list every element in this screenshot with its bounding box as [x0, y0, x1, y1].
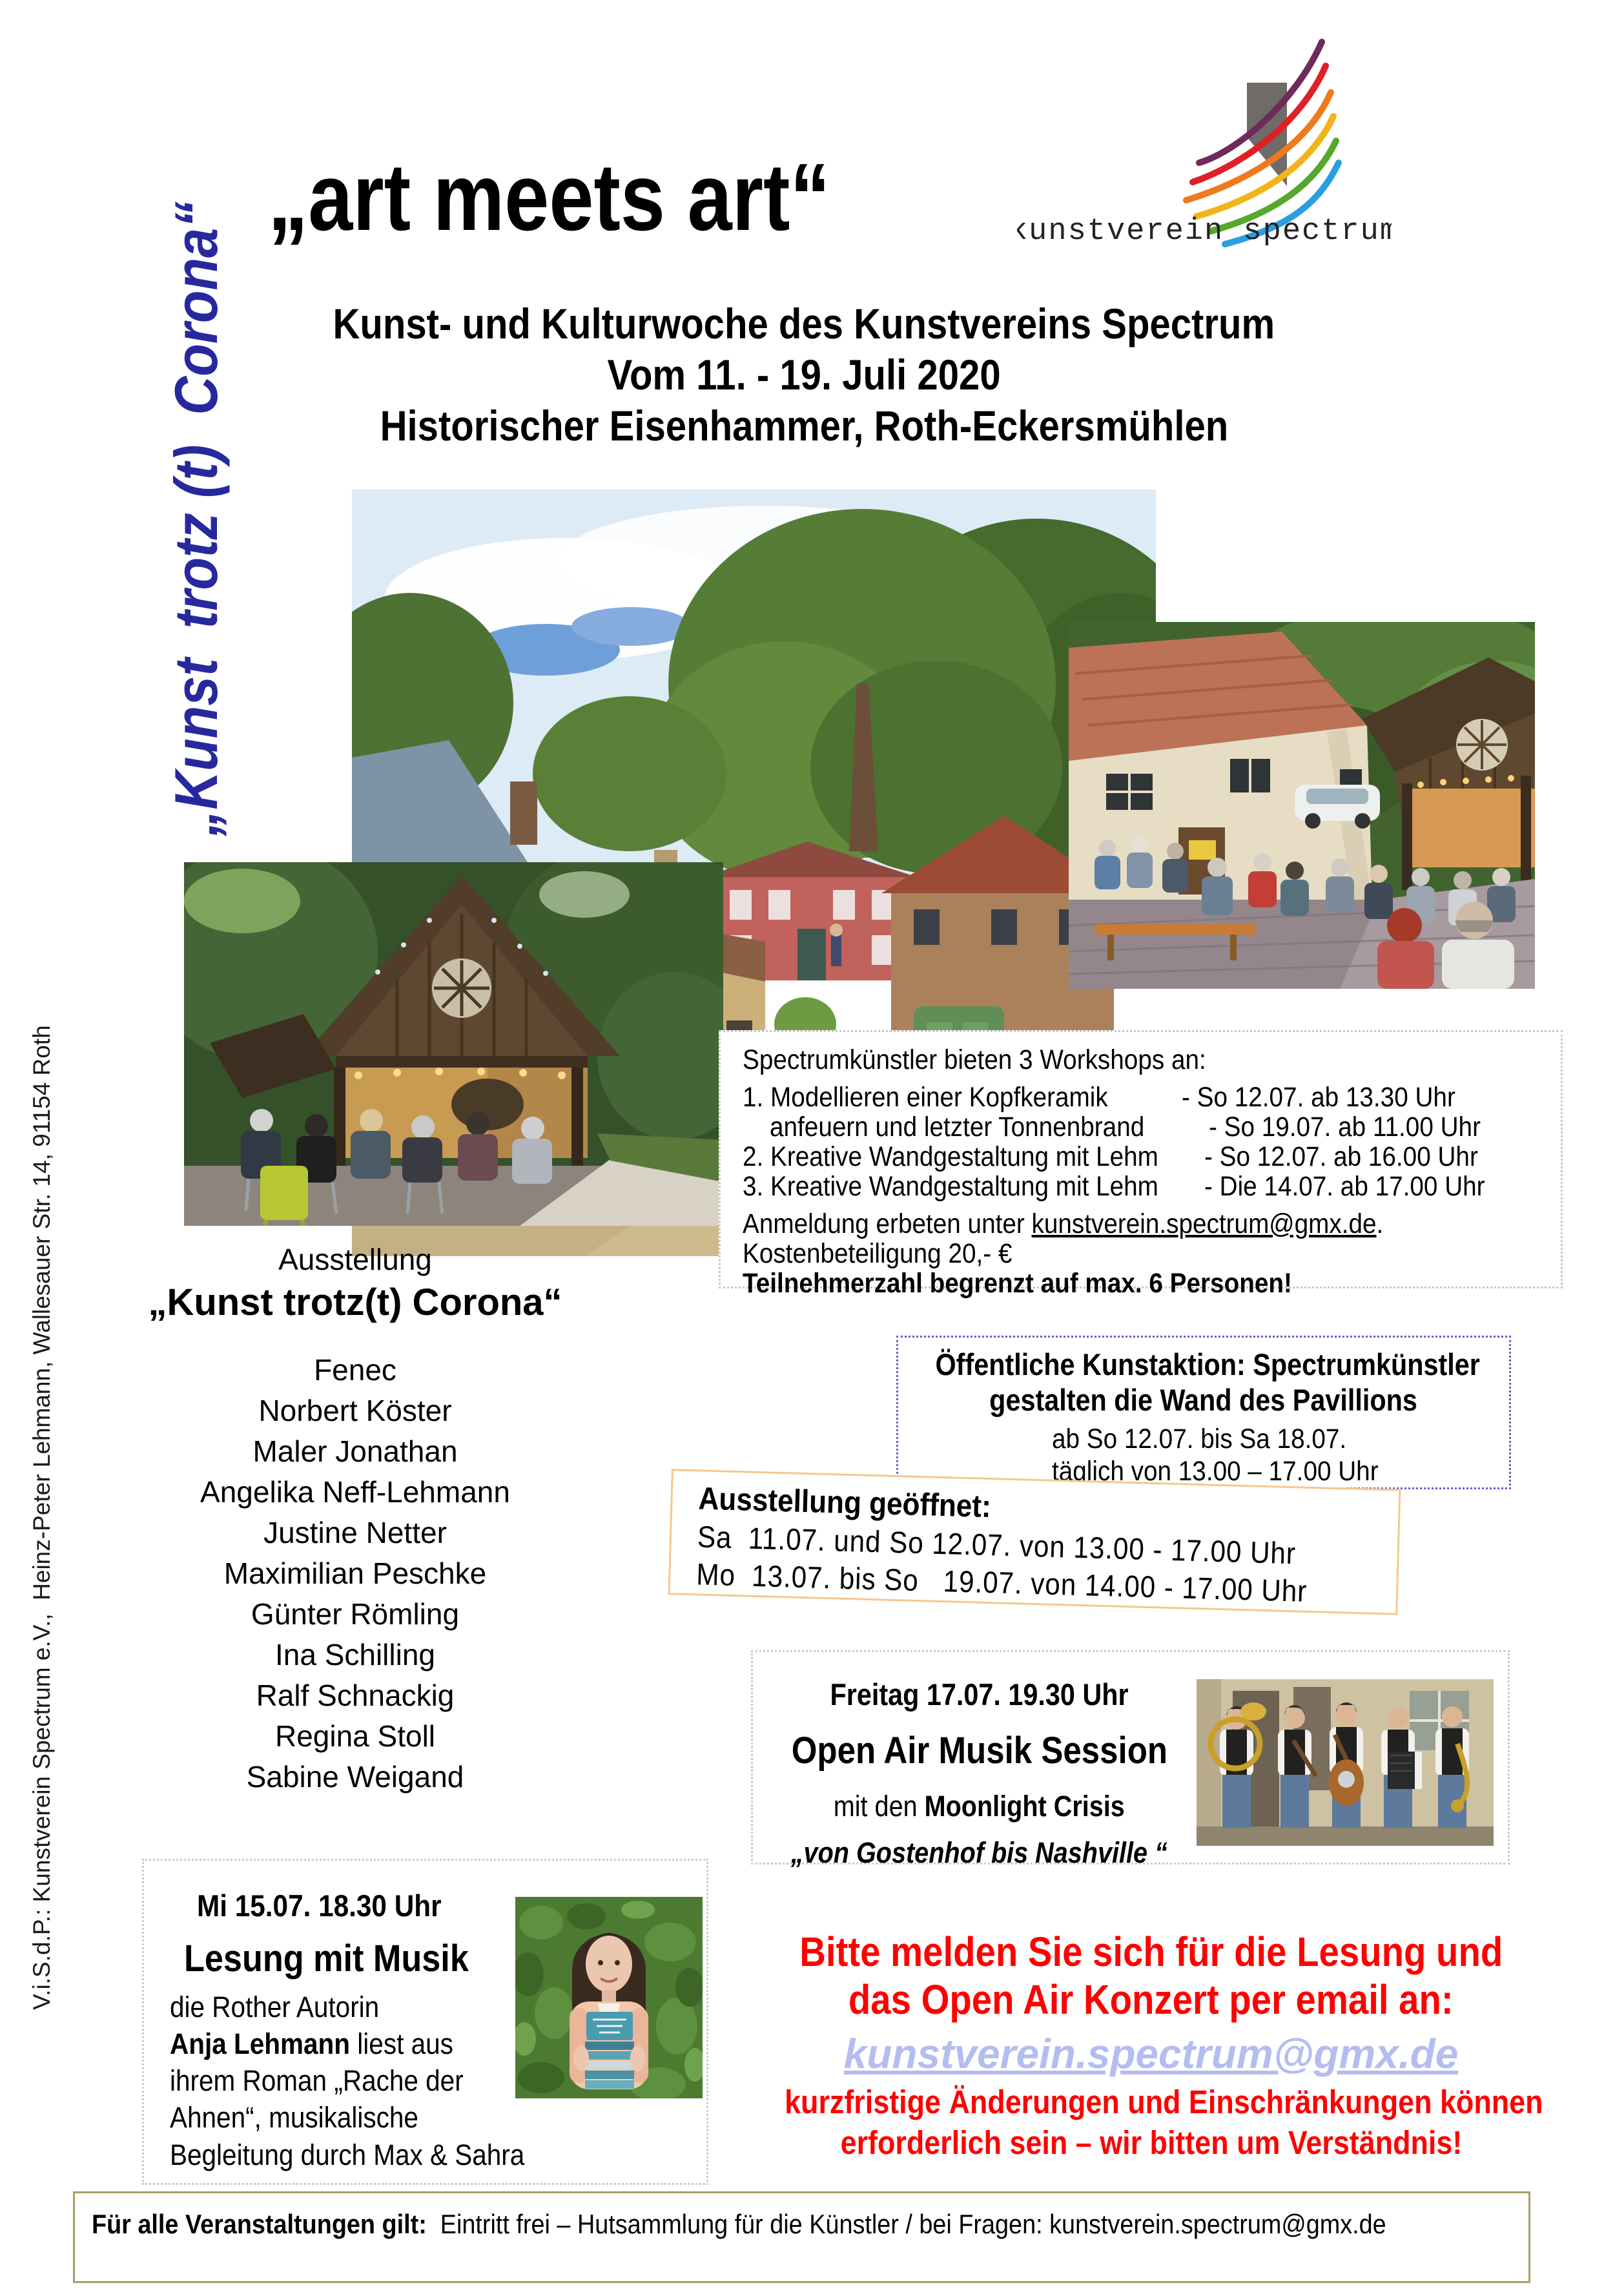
lesung-title: Lesung mit Musik — [184, 1938, 469, 1980]
artist-name: Justine Netter — [263, 1516, 447, 1549]
subtitle — [258, 298, 1350, 451]
openair-date: Freitag 17.07. 19.30 Uhr — [830, 1677, 1129, 1712]
side-title-vertical — [163, 147, 229, 890]
workshops-box — [719, 1030, 1563, 1299]
exhibition-title: „Kunst trotz(t) Corona“ — [148, 1281, 562, 1323]
lesung-date: Mi 15.07. 18.30 Uhr — [197, 1888, 442, 1923]
kunstaktion-dates: ab So 12.07. bis Sa 18.07. — [1052, 1423, 1347, 1454]
exhibition-label: Ausstellung — [278, 1243, 432, 1276]
artist-name: Maximilian Peschke — [223, 1557, 487, 1590]
cta-line-2: das Open Air Konzert per email an: — [848, 1976, 1454, 2023]
cta-line-1: Bitte melden Sie sich für die Lesung und — [799, 1929, 1503, 1975]
cta-section — [733, 1928, 1569, 2163]
lesung-description-last-line: Begleitung durch Max & Sahra — [170, 2138, 525, 2171]
workshop-item-3: 3. Kreative Wandgestaltung mit Lehm - Die 14.07. ab 17.00 Uhr — [743, 1171, 1486, 1202]
artist-name: Fenec — [314, 1353, 396, 1387]
openair-band-line: mit den Moonlight Crisis — [833, 1790, 1126, 1823]
cta-email-link[interactable]: kunstverein.spectrum@gmx.de — [843, 2031, 1459, 2077]
logo-mark-icon — [1017, 26, 1392, 249]
workshop-item-1: 1. Modellieren einer Kopfkeramik - So 12.07. ab 13.30 Uhr — [743, 1082, 1455, 1113]
artist-name: Günter Römling — [251, 1597, 460, 1631]
footer-rest: Eintritt frei – Hutsammlung für die Künstler / bei Fragen: kunstverein.spectrum@gmx.de — [426, 2209, 1386, 2239]
openair-title: Open Air Musik Session — [791, 1730, 1167, 1772]
photo-pavilion-concert — [184, 862, 723, 1226]
photo-band-moonlight-crisis — [1197, 1679, 1494, 1846]
workshops-signup: Anmeldung erbeten unter kunstverein.spectrum@gmx.de. — [743, 1208, 1384, 1239]
workshops-limit: Teilnehmerzahl begrenzt auf max. 6 Personen! — [743, 1268, 1292, 1299]
exhibition-section — [97, 1241, 613, 1797]
photo-author-anja-lehmann — [515, 1897, 703, 2098]
footer-bold: Für alle Veranstaltungen gilt: — [92, 2209, 427, 2239]
artist-name: Maler Jonathan — [252, 1434, 458, 1468]
opening-line-1: Sa 11.07. und So 12.07. von 13.00 - 17.00 Uhr — [697, 1519, 1297, 1571]
artist-name: Regina Stoll — [274, 1719, 436, 1753]
workshop-item-2: 2. Kreative Wandgestaltung mit Lehm - So 12.07. ab 16.00 Uhr — [743, 1141, 1479, 1172]
lesung-description: die Rother Autorin Anja Lehmann liest aus ihrem Roman „Rache der Ahnen“, musikalische — [170, 1991, 464, 2134]
artist-name: Norbert Köster — [258, 1394, 452, 1427]
opening-line-2: Mo 13.07. bis So 19.07. von 14.00 - 17.00 Uhr — [695, 1557, 1308, 1608]
workshops-cost: Kostenbeteiligung 20,- € — [743, 1238, 1013, 1269]
cta-note-1: kurzfristige Änderungen und Einschränkungen können — [785, 2084, 1543, 2120]
subtitle-line-3: Historischer Eisenhammer, Roth-Eckersmühlen — [380, 402, 1228, 450]
side-title-text: „Kunst trotz (t) Corona“ — [162, 201, 230, 836]
logo-text: kunstverein spectrum — [1017, 214, 1392, 249]
artist-name: Angelika Neff-Lehmann — [200, 1475, 510, 1509]
subtitle-line-1: Kunst- und Kulturwoche des Kunstvereins Spectrum — [333, 300, 1275, 347]
kunstaktion-title-1: Öffentliche Kunstaktion: Spectrumkünstler — [935, 1347, 1480, 1381]
page-title-text: „art meets art“ — [268, 144, 830, 251]
lesung-box — [142, 1859, 708, 2185]
workshop-item-1b: anfeuern und letzter Tonnenbrand - So 19.07. ab 11.00 Uhr — [770, 1112, 1481, 1143]
workshops-intro: Spectrumkünstler bieten 3 Workshops an: — [743, 1044, 1206, 1075]
opening-title: Ausstellung geöffnet: — [697, 1481, 992, 1525]
opening-hours-box — [668, 1469, 1401, 1615]
openair-motto: „von Gostenhof bis Nashville “ — [790, 1836, 1168, 1869]
workshops-email-link[interactable]: kunstverein.spectrum@gmx.de — [1031, 1208, 1377, 1239]
openair-box — [751, 1650, 1510, 1869]
page-title — [268, 144, 937, 251]
logo — [1017, 26, 1392, 249]
kunstaktion-box — [896, 1336, 1511, 1489]
kunstaktion-hours: täglich von 13.00 – 17.00 Uhr — [1052, 1456, 1379, 1487]
cta-note-2: erforderlich sein – wir bitten um Verständnis! — [840, 2124, 1462, 2161]
subtitle-line-2: Vom 11. - 19. Juli 2020 — [607, 351, 1001, 398]
photo-audience-event — [1069, 622, 1535, 989]
artist-name: Ralf Schnackig — [256, 1679, 455, 1712]
footer-bar — [73, 2191, 1530, 2283]
artist-name: Sabine Weigand — [246, 1760, 464, 1794]
imprint-vertical: V.i.S.d.P.: Kunstverein Spectrum e.V., Heinz-Peter Lehmann, Wallesauer Str. 14, 91154 Roth — [28, 1025, 55, 2010]
kunstaktion-title-2: gestalten die Wand des Pavillions — [989, 1383, 1418, 1417]
artist-name: Ina Schilling — [274, 1638, 436, 1671]
